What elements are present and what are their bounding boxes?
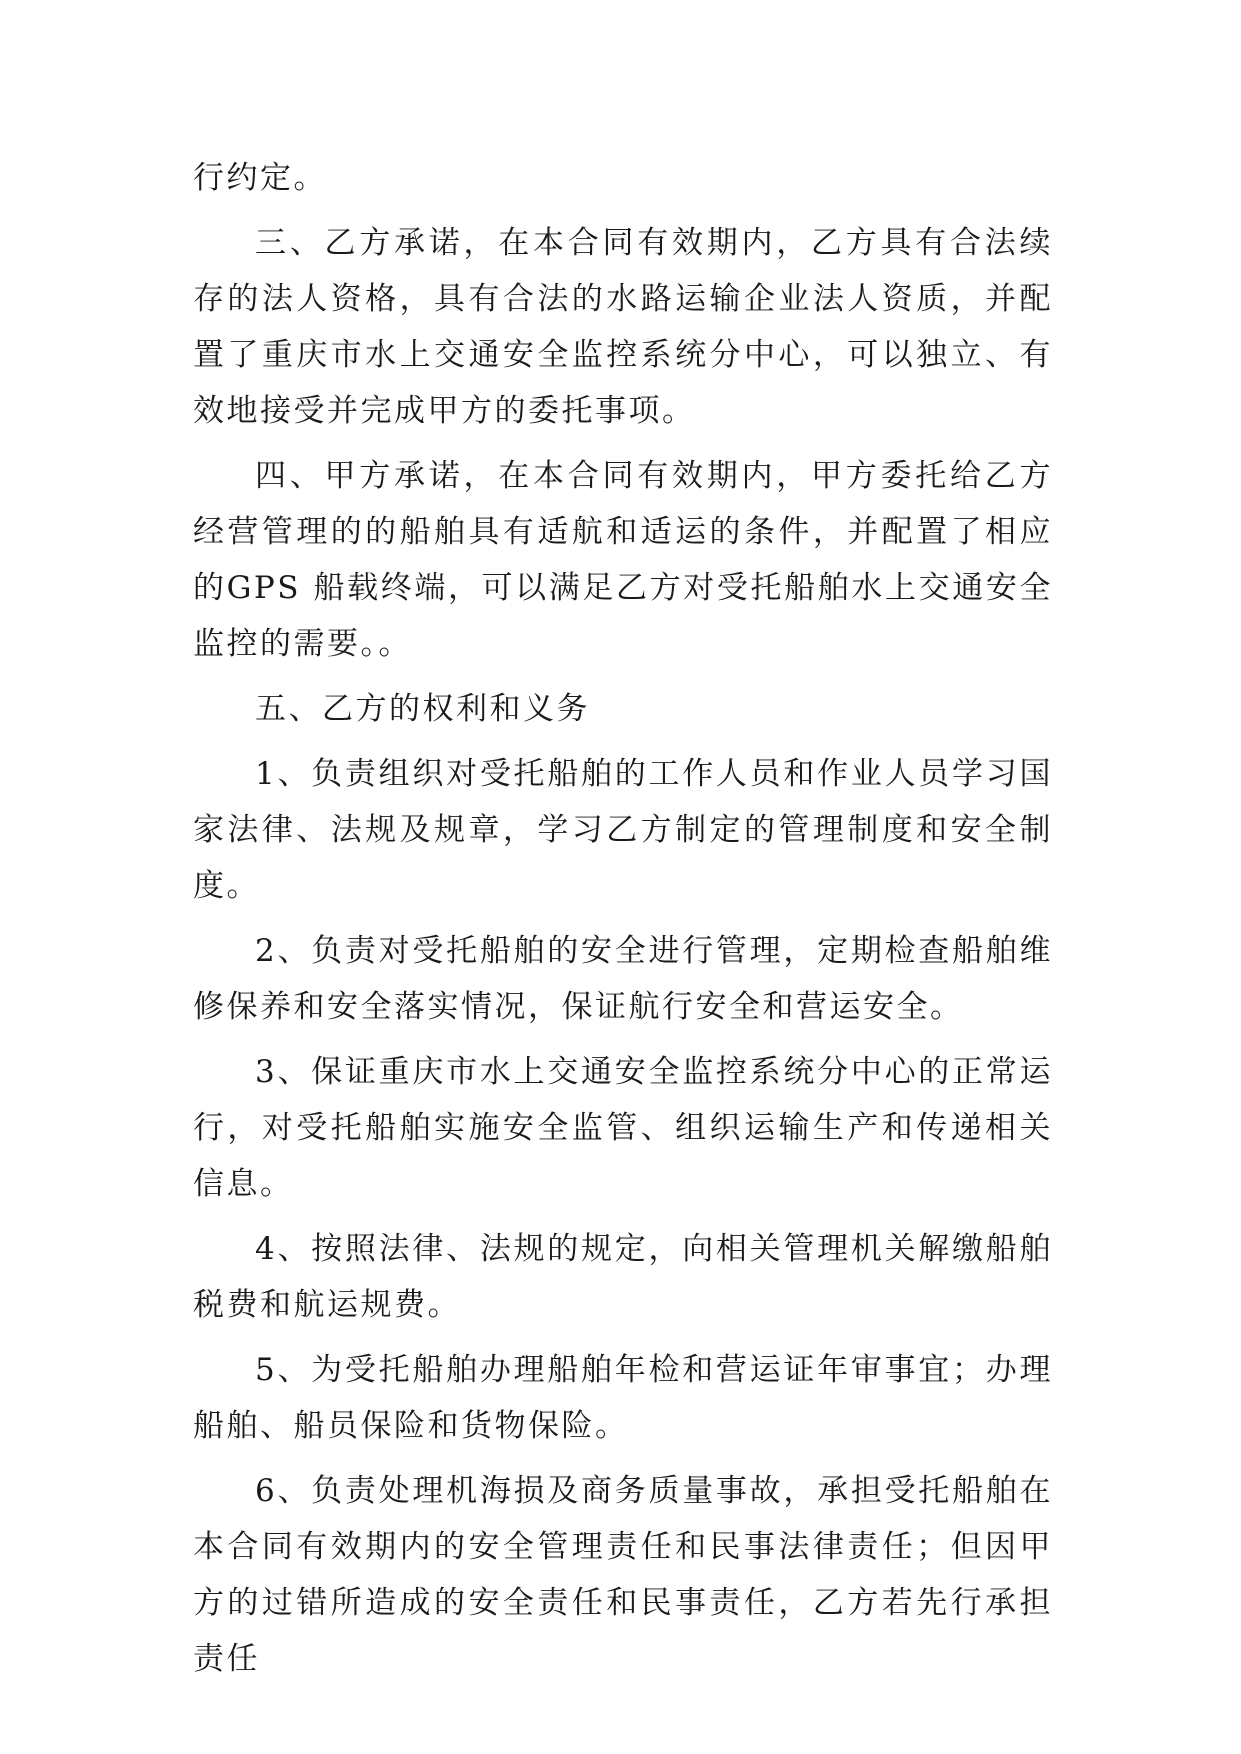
paragraph-clause-3: 三、乙方承诺，在本合同有效期内，乙方具有合法续存的法人资格，具有合法的水路运输企业法人资质，并配置了重庆市水上交通安全监控系统分中心，可以独立、有效地接受并完成甲方的委托事项。 — [193, 225, 1053, 429]
paragraph-item-1: 1、负责组织对受托船舶的工作人员和作业人员学习国家法律、法规及规章，学习乙方制定的管理制度和安全制度。 — [193, 756, 1053, 904]
paragraph-item-4: 4、按照法律、法规的规定，向相关管理机关解缴船舶税费和航运规费。 — [193, 1231, 1053, 1323]
paragraph-item-5: 5、为受托船舶办理船舶年检和营运证年审事宜；办理船舶、船员保险和货物保险。 — [193, 1352, 1053, 1444]
paragraph-item-2: 2、负责对受托船舶的安全进行管理，定期检查船舶维修保养和安全落实情况，保证航行安全和营运安全。 — [193, 933, 1053, 1025]
paragraph-clause-4: 四、甲方承诺，在本合同有效期内，甲方委托给乙方经营管理的的船舶具有适航和适运的条件，并配置了相应的GPS 船载终端，可以满足乙方对受托船舶水上交通安全监控的需要。。 — [193, 458, 1053, 662]
paragraph-continuation: 行约定。 — [193, 160, 327, 196]
section-heading-clause-5: 五、乙方的权利和义务 — [255, 691, 590, 727]
paragraph-item-3: 3、保证重庆市水上交通安全监控系统分中心的正常运行，对受托船舶实施安全监管、组织运输生产和传递相关信息。 — [193, 1054, 1053, 1202]
contract-body — [193, 150, 1053, 1696]
paragraph-item-6: 6、负责处理机海损及商务质量事故，承担受托船舶在本合同有效期内的安全管理责任和民事法律责任；但因甲方的过错所造成的安全责任和民事责任，乙方若先行承担责任 — [193, 1473, 1053, 1677]
